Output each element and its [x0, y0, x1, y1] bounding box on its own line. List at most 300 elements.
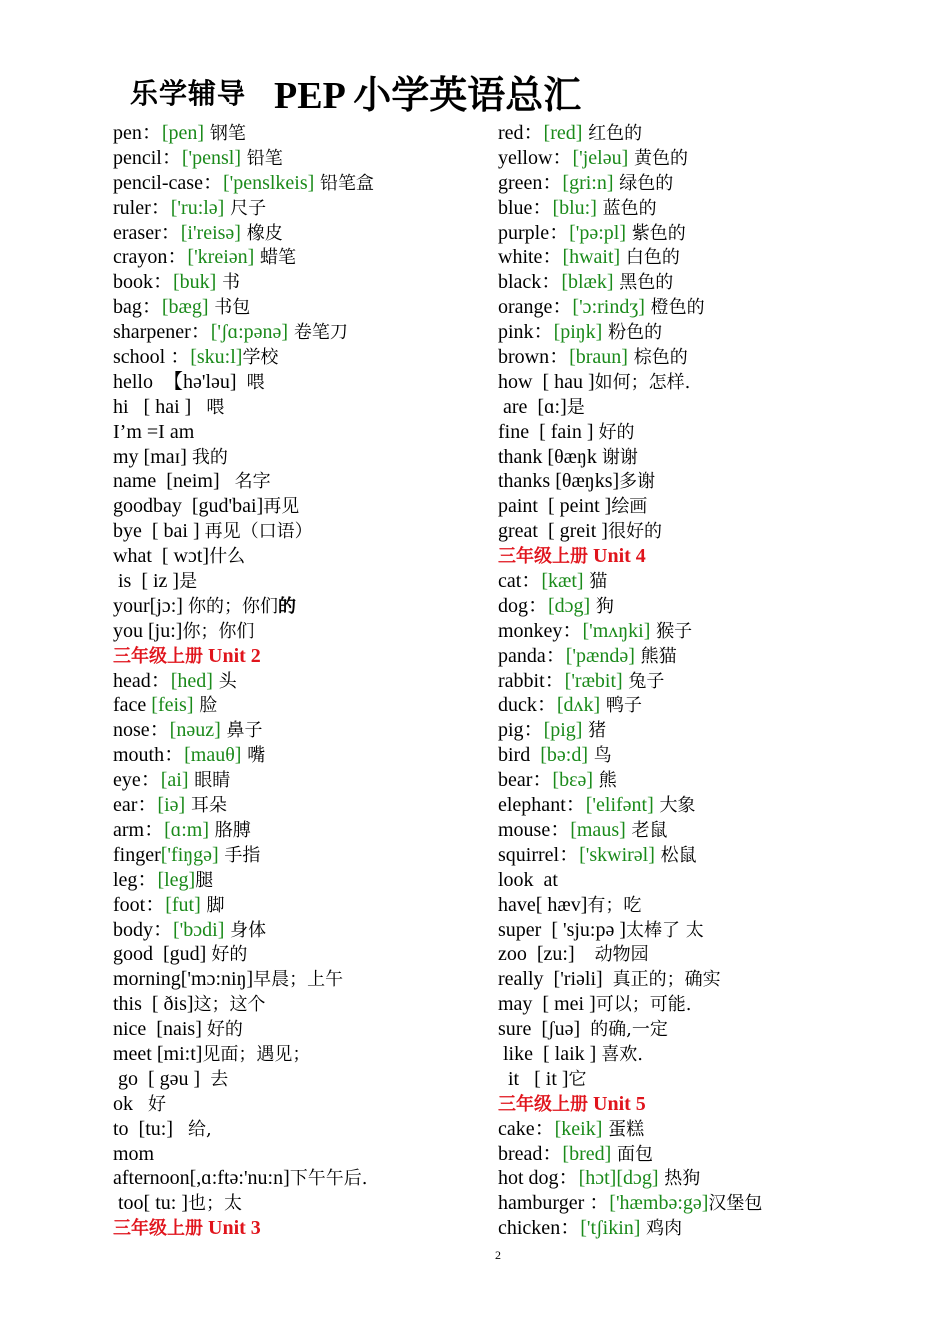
- entry-word: paint [ peint ]: [498, 495, 612, 518]
- entry-word: squirrel：: [498, 843, 580, 866]
- unit-heading: [113, 1216, 493, 1241]
- vocabulary-entry: [113, 395, 493, 420]
- entry-meaning: 绿色的: [613, 172, 674, 194]
- vocabulary-entry: [113, 793, 493, 818]
- entry-meaning: 下午午后.: [289, 1168, 368, 1190]
- entry-word: red：: [498, 122, 544, 144]
- entry-phonetic: [dɔg]: [548, 594, 591, 617]
- entry-meaning: 白色的: [620, 247, 680, 269]
- vocabulary-entry: [498, 743, 878, 768]
- entry-phonetic: [leg]: [157, 868, 196, 891]
- entry-meaning: 是: [179, 571, 198, 593]
- entry-meaning: 熊: [593, 770, 617, 792]
- vocabulary-entry: [113, 196, 493, 221]
- vocabulary-entry: [498, 445, 878, 470]
- entry-phonetic: [bæg]: [161, 296, 209, 319]
- entry-phonetic: [hwait]: [562, 246, 621, 269]
- entry-word: nice [nais]: [113, 1018, 207, 1041]
- vocabulary-entry: [113, 146, 493, 171]
- entry-meaning: 你的；你们: [187, 595, 278, 617]
- vocabulary-entry: [498, 1191, 878, 1216]
- entry-phonetic: [gri:n]: [562, 171, 614, 194]
- unit-heading-unit: Unit 5: [588, 1092, 646, 1115]
- vocabulary-entry: [113, 743, 493, 768]
- entry-phonetic: [blu:]: [552, 196, 597, 219]
- entry-word: my [maɪ]: [113, 445, 192, 468]
- vocabulary-entry: [498, 893, 878, 918]
- entry-meaning: 猫: [583, 571, 608, 593]
- unit-heading-grade: 三年级上册: [498, 1093, 588, 1115]
- entry-phonetic: [bεə]: [552, 769, 594, 792]
- vocabulary-entry: [113, 718, 493, 743]
- entry-word: head：: [113, 669, 171, 692]
- entry-phonetic: ['jeləu]: [572, 146, 629, 169]
- vocabulary-entry: [113, 569, 493, 594]
- entry-word: fine [ fain ]: [498, 420, 599, 443]
- entry-meaning: 脸: [193, 695, 218, 717]
- entry-word: is [ iz ]: [113, 570, 180, 593]
- entry-meaning: 卷笔刀: [288, 322, 348, 344]
- vocabulary-entry: [498, 295, 878, 320]
- vocabulary-entry: [113, 893, 493, 918]
- vocabulary-entry: [498, 918, 878, 943]
- unit-heading-grade: 三年级上册: [113, 1218, 203, 1240]
- entry-meaning: 手指: [218, 844, 261, 866]
- entry-word: have[ hæv]: [498, 893, 588, 916]
- entry-word: hello 【hə'ləu]: [113, 370, 247, 393]
- entry-meaning: 嘴: [241, 745, 266, 767]
- vocabulary-entry: [498, 1117, 878, 1142]
- entry-phonetic: [hed]: [170, 669, 213, 692]
- vocabulary-entry: [113, 1117, 493, 1142]
- entry-meaning: 黑色的: [613, 272, 674, 294]
- entry-meaning: 狗: [590, 595, 614, 617]
- entry-meaning: 绘画: [611, 496, 648, 518]
- entry-meaning: 再见: [263, 496, 300, 518]
- entry-meaning: 蛋糕: [602, 1118, 645, 1140]
- vocabulary-entry: [113, 1142, 493, 1167]
- entry-meaning: 好: [148, 1093, 166, 1115]
- entry-meaning: 鼻子: [220, 720, 263, 742]
- entry-meaning: 有；吃: [587, 894, 642, 916]
- vocabulary-entry: [498, 718, 878, 743]
- vocabulary-entry: [113, 1067, 493, 1092]
- vocabulary-entry: [113, 619, 493, 644]
- entry-word: white：: [498, 246, 563, 269]
- entry-phonetic: ['skwirəl]: [579, 843, 655, 866]
- entry-phonetic: [ai]: [160, 769, 189, 792]
- vocabulary-column-left: [113, 121, 493, 1241]
- entry-word: eraser：: [113, 221, 181, 244]
- entry-meaning: 多谢: [619, 471, 656, 493]
- entry-meaning: 名字: [234, 471, 271, 493]
- entry-word: panda：: [498, 644, 566, 667]
- entry-meaning: 给,: [188, 1118, 212, 1140]
- entry-word: thanks [θæŋks]: [498, 470, 620, 493]
- entry-meaning: 面包: [611, 1143, 654, 1165]
- entry-word: it [ it ]: [498, 1067, 569, 1090]
- vocabulary-entry: [498, 420, 878, 445]
- entry-meaning: 猪: [582, 720, 607, 742]
- entry-word: zoo [zu:]: [498, 943, 595, 966]
- entry-phonetic: [maus]: [570, 818, 626, 841]
- vocabulary-entry: [498, 1216, 878, 1241]
- entry-meaning: 好的: [206, 1019, 243, 1041]
- entry-meaning: 热狗: [658, 1168, 701, 1190]
- entry-word: black：: [498, 271, 562, 294]
- entry-word: body：: [113, 918, 173, 941]
- entry-phonetic: ['ʃɑ:pənə]: [210, 321, 289, 344]
- entry-phonetic: ['bɔdi]: [173, 918, 225, 941]
- entry-meaning: 的确,一定: [590, 1019, 668, 1041]
- entry-word: look at: [498, 868, 558, 891]
- vocabulary-entry: [498, 1067, 878, 1092]
- vocabulary-entry: [498, 644, 878, 669]
- entry-meaning: 蓝色的: [596, 197, 657, 219]
- vocabulary-entry: [498, 221, 878, 246]
- entry-word: rabbit：: [498, 669, 565, 692]
- vocabulary-entry: [498, 1042, 878, 1067]
- vocabulary-entry: [498, 370, 878, 395]
- entry-meaning: 真正的；确实: [612, 969, 721, 991]
- entry-meaning: 喂: [246, 371, 265, 393]
- entry-phonetic: ['tʃikin]: [580, 1217, 641, 1240]
- entry-meaning: 书: [216, 272, 241, 294]
- entry-phonetic: [feis]: [151, 694, 194, 717]
- entry-word: meet [mi:t]: [113, 1042, 203, 1065]
- vocabulary-entry: [498, 868, 878, 893]
- vocabulary-entry: [113, 693, 493, 718]
- vocabulary-entry: [498, 519, 878, 544]
- vocabulary-entry: [498, 768, 878, 793]
- entry-word: chicken：: [498, 1217, 581, 1240]
- entry-phonetic: [fut]: [165, 893, 201, 916]
- entry-meaning: 什么: [209, 546, 246, 568]
- brand-name: 乐学辅导: [130, 76, 247, 110]
- entry-meaning: 头: [212, 670, 237, 692]
- entry-meaning: 这；这个: [193, 994, 266, 1016]
- vocabulary-entry: [498, 569, 878, 594]
- entry-word: mouse：: [498, 818, 571, 841]
- vocabulary-entry: [113, 370, 493, 395]
- entry-phonetic: ['pændə]: [565, 644, 635, 667]
- entry-meaning: 的: [277, 595, 296, 617]
- entry-phonetic: ['ɔ:rindʒ]: [572, 296, 645, 319]
- entry-word: yellow：: [498, 146, 573, 169]
- entry-phonetic: [keik]: [554, 1117, 603, 1140]
- entry-word: school ：: [113, 346, 191, 369]
- vocabulary-entry: [498, 245, 878, 270]
- entry-word: purple：: [498, 221, 570, 244]
- entry-meaning: 腿: [195, 869, 214, 891]
- entry-meaning: 橙色的: [644, 297, 705, 319]
- entry-word: your[jɔ:]: [113, 594, 188, 617]
- entry-phonetic: ['hæmbə:gə]: [609, 1192, 709, 1215]
- entry-word: cat：: [498, 570, 542, 593]
- entry-phonetic: ['pensl]: [181, 146, 242, 169]
- vocabulary-entry: [113, 768, 493, 793]
- entry-meaning: 好的: [598, 421, 635, 443]
- entry-meaning: 书包: [208, 297, 251, 319]
- entry-word: bird: [498, 744, 541, 767]
- entry-meaning: 是: [566, 396, 585, 418]
- entry-word: pencil：: [113, 146, 182, 169]
- entry-meaning: 你；你们: [182, 620, 255, 642]
- entry-phonetic: [dʌk]: [556, 694, 601, 717]
- entry-meaning: 见面；遇见；: [202, 1043, 311, 1065]
- vocabulary-entry: [113, 245, 493, 270]
- entry-phonetic: [kæt]: [541, 570, 584, 593]
- entry-meaning: 胳膊: [209, 819, 251, 841]
- entry-meaning: 松鼠: [654, 844, 697, 866]
- entry-phonetic: [i'reisə]: [180, 221, 241, 244]
- entry-meaning: 粉色的: [602, 322, 663, 344]
- entry-meaning: 老鼠: [625, 819, 668, 841]
- entry-phonetic: [pen]: [161, 122, 205, 144]
- entry-word: I’m =I am: [113, 420, 195, 443]
- entry-phonetic: [braun]: [569, 346, 628, 369]
- entry-phonetic: ['kreiən]: [187, 246, 255, 269]
- vocabulary-column-right: [498, 121, 878, 1241]
- entry-word: hamburger ：: [498, 1192, 610, 1215]
- entry-word: great [ greit ]: [498, 520, 608, 543]
- vocabulary-entry: [498, 196, 878, 221]
- vocabulary-entry: [113, 1166, 493, 1191]
- entry-meaning: 可以；可能.: [595, 994, 692, 1016]
- entry-word: ok: [113, 1092, 148, 1115]
- entry-meaning: 学校: [242, 347, 279, 369]
- vocabulary-entry: [113, 445, 493, 470]
- entry-meaning: 喜欢.: [601, 1043, 644, 1065]
- entry-phonetic: [ɑ:m]: [164, 818, 209, 841]
- entry-word: goodbay [gud'bai]: [113, 495, 264, 518]
- vocabulary-entry: [498, 693, 878, 718]
- entry-meaning: 大象: [653, 795, 696, 817]
- entry-meaning: 尺子: [224, 197, 267, 219]
- vocabulary-entry: [113, 420, 493, 445]
- entry-word: crayon：: [113, 246, 188, 269]
- entry-word: too[ tu: ]: [113, 1192, 188, 1215]
- vocabulary-entry: [498, 121, 878, 146]
- entry-meaning: 棕色的: [627, 347, 688, 369]
- entry-phonetic: [sku:l]: [190, 346, 243, 369]
- entry-word: monkey：: [498, 619, 583, 642]
- entry-phonetic: ['mʌŋki]: [582, 619, 651, 642]
- entry-phonetic: [red]: [543, 122, 583, 144]
- document-title: PEP 小学英语总汇: [274, 75, 582, 117]
- entry-word: go [ gəu ]: [113, 1067, 211, 1090]
- entry-word: pig：: [498, 719, 544, 742]
- entry-word: elephant：: [498, 794, 586, 817]
- entry-word: sure [ʃuə]: [498, 1018, 591, 1041]
- entry-word: blue：: [498, 196, 553, 219]
- entry-meaning: 谢谢: [601, 446, 638, 468]
- entry-phonetic: [bə:d]: [540, 744, 588, 767]
- vocabulary-entry: [113, 918, 493, 943]
- entry-meaning: 紫色的: [626, 222, 686, 244]
- entry-meaning: 鸡肉: [640, 1218, 683, 1240]
- entry-word: afternoon[,ɑ:ftə:'nu:n]: [113, 1167, 290, 1190]
- vocabulary-entry: [498, 843, 878, 868]
- entry-meaning: 也；太: [188, 1193, 242, 1215]
- vocabulary-entry: [113, 320, 493, 345]
- entry-word: sharpener：: [113, 321, 211, 344]
- vocabulary-entry: [113, 469, 493, 494]
- entry-word: mom: [113, 1142, 155, 1165]
- entry-word: you [ju:]: [113, 619, 183, 642]
- entry-meaning: 钢笔: [204, 123, 246, 144]
- vocabulary-entry: [498, 345, 878, 370]
- vocabulary-entry: [498, 967, 878, 992]
- entry-word: foot：: [113, 893, 166, 916]
- entry-word: brown：: [498, 346, 570, 369]
- vocabulary-entry: [113, 868, 493, 893]
- entry-word: leg：: [113, 868, 158, 891]
- entry-word: like [ laik ]: [498, 1042, 602, 1065]
- entry-word: what [ wɔt]: [113, 545, 210, 568]
- vocabulary-entry: [113, 818, 493, 843]
- entry-meaning: 鸭子: [600, 695, 642, 717]
- entry-word: this [ ðis]: [113, 993, 194, 1016]
- vocabulary-entry: [498, 320, 878, 345]
- vocabulary-entry: [498, 818, 878, 843]
- entry-meaning: 好的: [211, 944, 248, 966]
- entry-meaning: 再见（口语）: [204, 521, 313, 543]
- vocabulary-entry: [498, 1017, 878, 1042]
- entry-meaning: 它: [568, 1068, 587, 1090]
- entry-phonetic: [nəuz]: [169, 719, 221, 742]
- vocabulary-entry: [498, 270, 878, 295]
- entry-phonetic: [iə]: [157, 794, 186, 817]
- entry-meaning: 蜡笔: [254, 247, 297, 269]
- vocabulary-entry: [498, 619, 878, 644]
- entry-word: finger: [113, 843, 161, 866]
- entry-phonetic: ['penslkeis]: [222, 171, 315, 194]
- entry-word: to [tu:]: [113, 1117, 188, 1140]
- vocabulary-entry: [498, 594, 878, 619]
- entry-phonetic: [mauθ]: [184, 744, 242, 767]
- vocabulary-entry: [113, 295, 493, 320]
- vocabulary-entry: [113, 1191, 493, 1216]
- vocabulary-entry: [498, 1166, 878, 1191]
- entry-meaning: 汉堡包: [708, 1193, 763, 1215]
- entry-meaning: 我的: [191, 446, 228, 468]
- vocabulary-entry: [113, 992, 493, 1017]
- unit-heading: [498, 544, 878, 569]
- entry-meaning: 去: [210, 1068, 229, 1090]
- vocabulary-entry: [498, 395, 878, 420]
- entry-meaning: 红色的: [582, 123, 643, 144]
- entry-meaning: 黄色的: [628, 147, 688, 169]
- entry-word: ruler：: [113, 196, 171, 219]
- entry-word: hot dog：: [498, 1167, 579, 1190]
- entry-word: bye [ bai ]: [113, 520, 205, 543]
- vocabulary-entry: [113, 494, 493, 519]
- vocabulary-entry: [113, 345, 493, 370]
- vocabulary-entry: [113, 1042, 493, 1067]
- vocabulary-entry: [113, 270, 493, 295]
- entry-meaning: 脚: [200, 894, 225, 916]
- unit-heading: [498, 1092, 878, 1117]
- entry-meaning: 鸟: [587, 745, 612, 767]
- entry-phonetic: [hɔt][dɔg]: [578, 1167, 659, 1190]
- entry-meaning: 身体: [224, 919, 267, 941]
- entry-meaning: 太棒了 太: [626, 919, 704, 941]
- unit-heading: [113, 644, 493, 669]
- entry-word: arm：: [113, 818, 165, 841]
- entry-word: morning['mɔ:niŋ]: [113, 968, 254, 991]
- vocabulary-entry: [498, 171, 878, 196]
- entry-phonetic: [bred]: [562, 1142, 612, 1165]
- entry-phonetic: [piŋk]: [553, 321, 603, 344]
- entry-meaning: 兔子: [622, 670, 665, 692]
- entry-phonetic: ['ræbit]: [564, 669, 623, 692]
- entry-word: name [neim]: [113, 470, 235, 493]
- entry-word: thank [θæŋk: [498, 445, 602, 468]
- entry-phonetic: ['pə:pl]: [569, 221, 627, 244]
- entry-word: mouth：: [113, 744, 185, 767]
- vocabulary-entry: [498, 793, 878, 818]
- entry-meaning: 眼睛: [188, 770, 231, 792]
- vocabulary-entry: [113, 967, 493, 992]
- entry-meaning: 很好的: [607, 521, 662, 543]
- unit-heading-grade: 三年级上册: [498, 546, 588, 568]
- unit-heading-unit: Unit 4: [588, 545, 646, 568]
- entry-word: pen：: [113, 122, 162, 144]
- entry-word: hi [ hai ]: [113, 395, 207, 418]
- entry-word: eye：: [113, 769, 161, 792]
- entry-meaning: 如何；怎样.: [594, 371, 691, 393]
- entry-meaning: 铅笔: [241, 147, 283, 169]
- entry-word: ear：: [113, 794, 158, 817]
- entry-word: may [ mei ]: [498, 993, 596, 1016]
- vocabulary-entry: [113, 221, 493, 246]
- vocabulary-entry: [498, 669, 878, 694]
- entry-word: book：: [113, 271, 173, 294]
- vocabulary-entry: [498, 1142, 878, 1167]
- vocabulary-entry: [498, 494, 878, 519]
- entry-word: dog：: [498, 594, 548, 617]
- entry-word: face: [113, 694, 152, 717]
- entry-word: pencil-case：: [113, 171, 223, 194]
- entry-word: bag：: [113, 296, 162, 319]
- unit-heading-unit: Unit 2: [203, 644, 261, 667]
- entry-meaning: 铅笔盒: [314, 172, 375, 194]
- entry-phonetic: ['fiŋgə]: [160, 843, 219, 866]
- vocabulary-entry: [113, 843, 493, 868]
- vocabulary-entry: [113, 942, 493, 967]
- entry-meaning: 喂: [206, 396, 225, 418]
- entry-word: bread：: [498, 1142, 563, 1165]
- entry-meaning: 耳朵: [185, 795, 227, 817]
- entry-meaning: 熊猫: [634, 645, 677, 667]
- entry-word: nose：: [113, 719, 170, 742]
- entry-word: bear：: [498, 769, 553, 792]
- entry-word: green：: [498, 171, 563, 194]
- vocabulary-entry: [498, 992, 878, 1017]
- vocabulary-entry: [113, 669, 493, 694]
- entry-word: cake：: [498, 1117, 555, 1140]
- vocabulary-entry: [113, 594, 493, 619]
- page-title: [130, 64, 830, 120]
- unit-heading-grade: 三年级上册: [113, 645, 203, 667]
- entry-phonetic: ['ru:lə]: [170, 196, 225, 219]
- vocabulary-entry: [113, 1017, 493, 1042]
- entry-phonetic: [buk]: [173, 271, 217, 294]
- unit-heading-unit: Unit 3: [203, 1217, 261, 1240]
- vocabulary-entry: [498, 469, 878, 494]
- vocabulary-entry: [113, 171, 493, 196]
